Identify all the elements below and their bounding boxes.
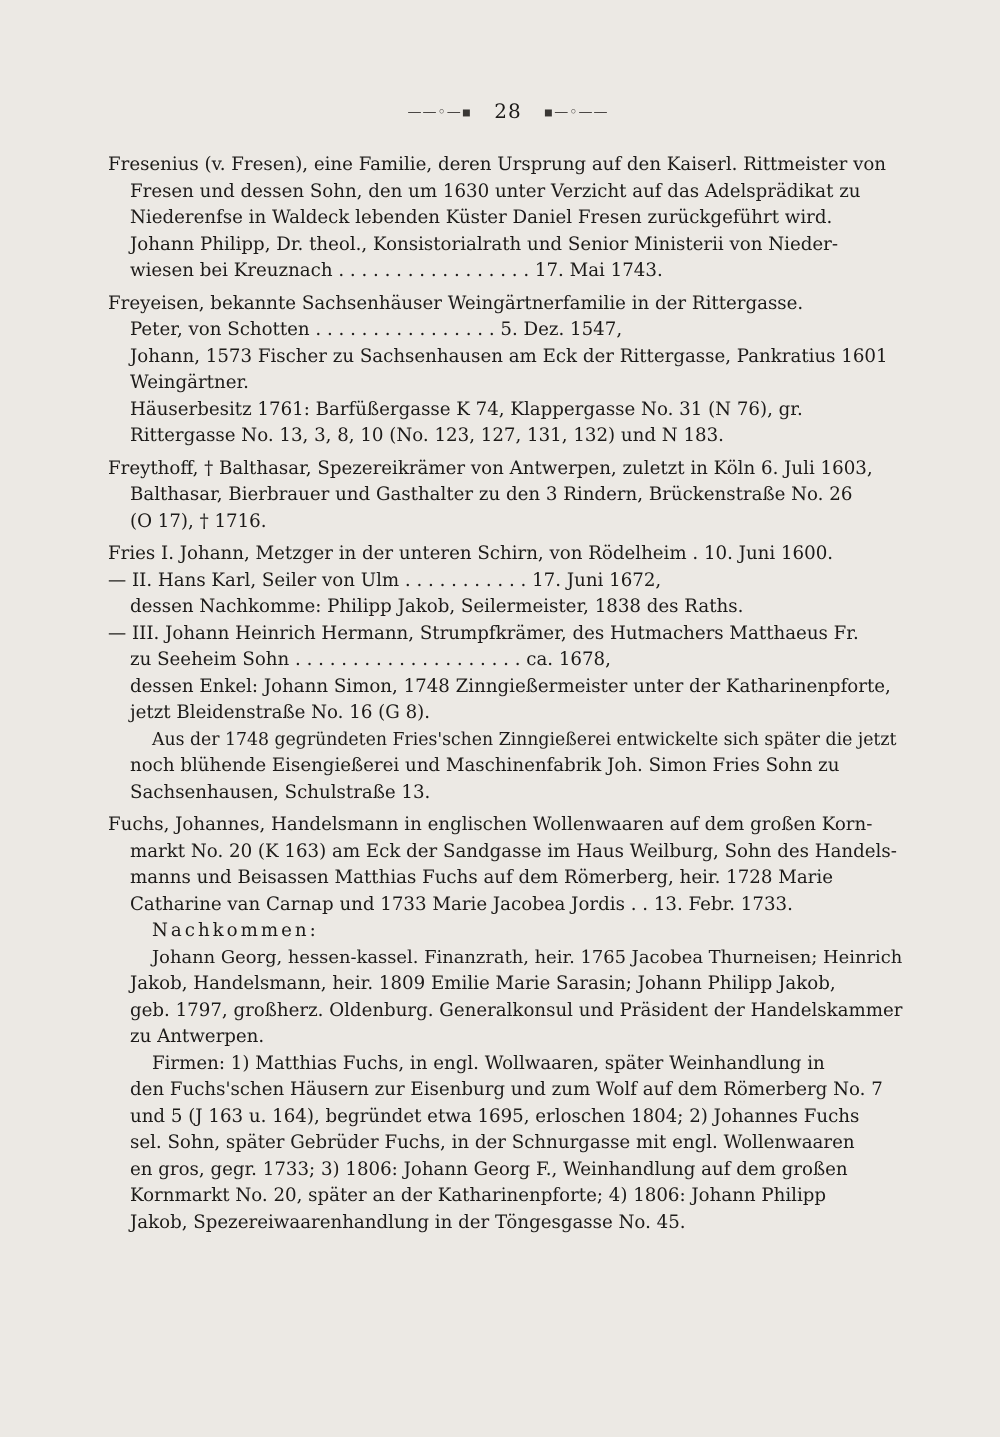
entry-freyeisen bbox=[108, 291, 908, 450]
text-line: Fries I. Johann, Metzger in der unteren Schirn, von Rödelheim . 10. Juni 1600. bbox=[108, 543, 834, 564]
text-line: Jakob, Spezereiwaarenhandlung in der Töngesgasse No. 45. bbox=[130, 1211, 686, 1233]
text-line: Aus der 1748 gegründeten Fries'schen Zinngießerei entwickelte sich später die jetzt bbox=[152, 729, 897, 750]
text-line: zu Seeheim Sohn . . . . . . . . . . . . . . . . . . . . ca. 1678, bbox=[130, 649, 611, 670]
entry-fresenius bbox=[108, 152, 908, 285]
text-line: zu Antwerpen. bbox=[130, 1026, 265, 1047]
text-line: Johann Philipp, Dr. theol., Konsistorialrath und Senior Ministerii von Nieder- bbox=[130, 233, 838, 255]
page-header bbox=[108, 96, 908, 126]
text-line: sel. Sohn, später Gebrüder Fuchs, in der Schnurgasse mit engl. Wollenwaaren bbox=[130, 1132, 855, 1153]
text-line: (O 17), † 1716. bbox=[130, 510, 267, 532]
text-line: en gros, gegr. 1733; 3) 1806: Johann Georg F., Weinhandlung auf dem großen bbox=[130, 1158, 848, 1180]
text-line: Niederenfse in Waldeck lebenden Küster Daniel Fresen zurückgeführt wird. bbox=[130, 207, 833, 228]
text-line: wiesen bei Kreuznach . . . . . . . . . . . . . . . . . 17. Mai 1743. bbox=[130, 260, 663, 281]
text-line: und 5 (J 163 u. 164), begründet etwa 1695, erloschen 1804; 2) Johannes Fuchs bbox=[130, 1105, 860, 1127]
text-line: dessen Enkel: Johann Simon, 1748 Zinngießermeister unter der Katharinenpforte, bbox=[130, 675, 891, 697]
text-line: geb. 1797, großherz. Oldenburg. Generalkonsul und Präsident der Handelskammer bbox=[130, 999, 903, 1021]
text-line: Catharine van Carnap und 1733 Marie Jacobea Jordis . . 13. Febr. 1733. bbox=[130, 893, 793, 915]
page-number: 28 bbox=[494, 99, 522, 123]
text-line: — III. Johann Heinrich Hermann, Strumpfkrämer, des Hutmachers Matthaeus Fr. bbox=[108, 622, 859, 644]
text-line: noch blühende Eisengießerei und Maschinenfabrik Joh. Simon Fries Sohn zu bbox=[130, 755, 840, 776]
ornament-right: ▪—◦—— bbox=[543, 104, 609, 121]
text-line: Rittergasse No. 13, 3, 8, 10 (No. 123, 127, 131, 132) und N 183. bbox=[130, 425, 724, 446]
text-line: den Fuchs'schen Häusern zur Eisenburg und zum Wolf auf dem Römerberg No. 7 bbox=[130, 1079, 883, 1100]
text-line: Freyeisen, bekannte Sachsenhäuser Weingärtnerfamilie in der Rittergasse. bbox=[108, 292, 804, 314]
ornament-left: ——◦—▪ bbox=[407, 104, 473, 121]
text-line: Fresen und dessen Sohn, den um 1630 unter Verzicht auf das Adelsprädikat zu bbox=[130, 180, 861, 202]
text-line: Nachkommen: bbox=[152, 920, 319, 941]
text-line: Johann Georg, hessen-kassel. Finanzrath, heir. 1765 Jacobea Thurneisen; Heinrich bbox=[152, 946, 903, 968]
text-line: Firmen: 1) Matthias Fuchs, in engl. Wollwaaren, später Weinhandlung in bbox=[152, 1052, 825, 1074]
text-line: Peter, von Schotten . . . . . . . . . . . . . . . . 5. Dez. 1547, bbox=[130, 319, 623, 340]
text-line: Häuserbesitz 1761: Barfüßergasse K 74, Klappergasse No. 31 (N 76), gr. bbox=[130, 398, 803, 420]
text-line: Johann, 1573 Fischer zu Sachsenhausen am Eck der Rittergasse, Pankratius 1601 bbox=[130, 345, 888, 367]
text-line: — II. Hans Karl, Seiler von Ulm . . . . . . . . . . . 17. Juni 1672, bbox=[108, 569, 662, 591]
entry-freythoff bbox=[108, 456, 908, 536]
text-line: Fresenius (v. Fresen), eine Familie, deren Ursprung auf den Kaiserl. Rittmeister von bbox=[108, 154, 887, 175]
text-line: Weingärtner. bbox=[130, 372, 249, 393]
text-line: Freythoff, † Balthasar, Spezereikrämer von Antwerpen, zuletzt in Köln 6. Juli 1603, bbox=[108, 457, 873, 479]
text-line: Sachsenhausen, Schulstraße 13. bbox=[130, 781, 431, 803]
text-line: jetzt Bleidenstraße No. 16 (G 8). bbox=[130, 702, 431, 723]
text-line: markt No. 20 (K 163) am Eck der Sandgasse im Haus Weilburg, Sohn des Handels- bbox=[130, 840, 897, 862]
text-line: dessen Nachkomme: Philipp Jakob, Seilermeister, 1838 des Raths. bbox=[130, 596, 744, 617]
text-line: Jakob, Handelsmann, heir. 1809 Emilie Marie Sarasin; Johann Philipp Jakob, bbox=[130, 973, 836, 994]
text-line: Kornmarkt No. 20, später an der Katharinenpforte; 4) 1806: Johann Philipp bbox=[130, 1185, 827, 1206]
text-line: Fuchs, Johannes, Handelsmann in englischen Wollenwaaren auf dem großen Korn- bbox=[108, 814, 873, 835]
entry-fuchs bbox=[108, 812, 908, 1236]
text-line: Balthasar, Bierbrauer und Gasthalter zu den 3 Rindern, Brückenstraße No. 26 bbox=[130, 484, 853, 505]
text-line: manns und Beisassen Matthias Fuchs auf dem Römerberg, heir. 1728 Marie bbox=[130, 867, 833, 888]
entry-fries bbox=[108, 541, 908, 806]
